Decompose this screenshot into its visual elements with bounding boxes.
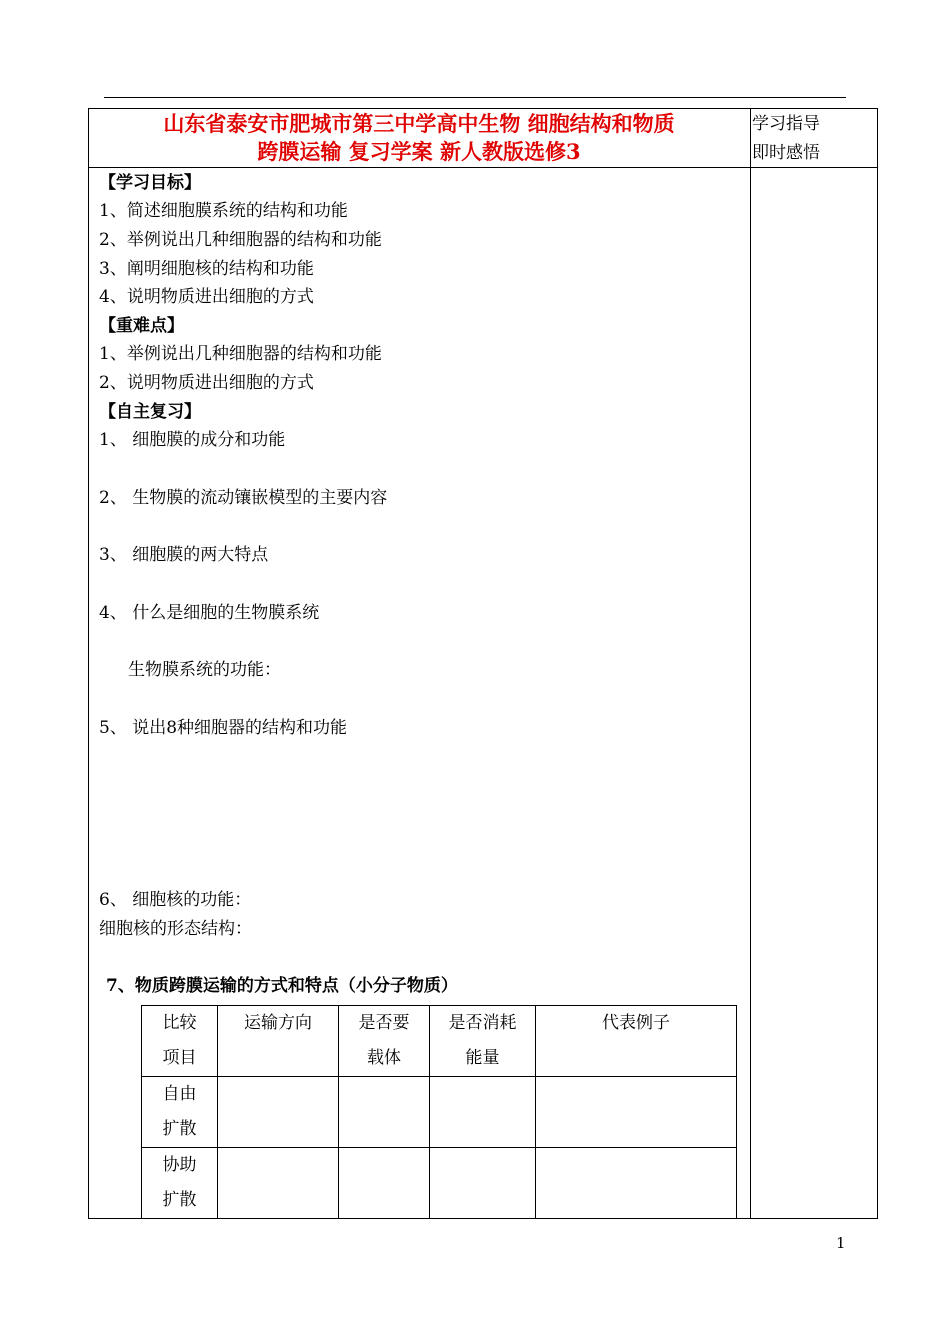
key-point-item: 1、举例说出几种细胞器的结构和功能	[99, 344, 382, 364]
table-row	[142, 1148, 737, 1219]
side-column-header	[752, 110, 876, 168]
header-rule	[104, 97, 846, 98]
table-cell	[218, 1148, 339, 1219]
review-item: 6、 细胞核的功能：	[99, 890, 252, 910]
review-item: 4、 什么是细胞的生物膜系统	[99, 603, 320, 623]
table-cell	[536, 1148, 737, 1219]
row-label-facilitated-diffusion: 协助 扩散	[142, 1148, 218, 1219]
table-cell	[536, 1077, 737, 1148]
review-item: 5、 说出8种细胞器的结构和功能	[99, 718, 348, 738]
side-label-guidance: 学习指导	[752, 114, 820, 134]
table-cell	[430, 1077, 536, 1148]
column-divider	[750, 108, 751, 1219]
table-row	[142, 1077, 737, 1148]
goal-item: 3、阐明细胞核的结构和功能	[99, 259, 314, 279]
row-label-free-diffusion: 自由 扩散	[142, 1077, 218, 1148]
document-title	[92, 110, 746, 166]
header-cell-energy: 是否消耗 能量	[430, 1006, 536, 1077]
review-item: 1、 细胞膜的成分和功能	[99, 430, 286, 450]
goal-item: 1、简述细胞膜系统的结构和功能	[99, 201, 348, 221]
table-cell	[339, 1077, 430, 1148]
goal-item: 2、举例说出几种细胞器的结构和功能	[99, 230, 382, 250]
transport-comparison-table	[141, 1005, 737, 1219]
review-item: 3、 细胞膜的两大特点	[99, 545, 269, 565]
side-label-reflection: 即时感悟	[752, 143, 820, 163]
table-header-row	[142, 1006, 737, 1077]
title-line-1: 山东省泰安市肥城市第三中学高中生物 细胞结构和物质	[163, 111, 675, 136]
goals-heading: 【学习目标】	[99, 173, 201, 193]
review-item: 2、 生物膜的流动镶嵌模型的主要内容	[99, 488, 388, 508]
header-cell-direction: 运输方向	[218, 1006, 339, 1077]
header-cell-compare: 比较 项目	[142, 1006, 218, 1077]
title-line-2: 跨膜运输 复习学案 新人教版选修3	[257, 139, 581, 164]
section-7-heading: 7、物质跨膜运输的方式和特点（小分子物质）	[106, 976, 458, 996]
header-cell-examples: 代表例子	[536, 1006, 737, 1077]
goal-item: 4、说明物质进出细胞的方式	[99, 287, 314, 307]
page-number: 1	[836, 1234, 846, 1252]
review-heading: 【自主复习】	[99, 402, 201, 422]
key-point-item: 2、说明物质进出细胞的方式	[99, 373, 314, 393]
header-cell-carrier: 是否要 载体	[339, 1006, 430, 1077]
key-points-heading: 【重难点】	[99, 316, 184, 336]
review-subitem: 生物膜系统的功能：	[128, 660, 281, 680]
review-item: 细胞核的形态结构：	[99, 919, 252, 939]
table-cell	[430, 1148, 536, 1219]
table-cell	[339, 1148, 430, 1219]
table-cell	[218, 1077, 339, 1148]
